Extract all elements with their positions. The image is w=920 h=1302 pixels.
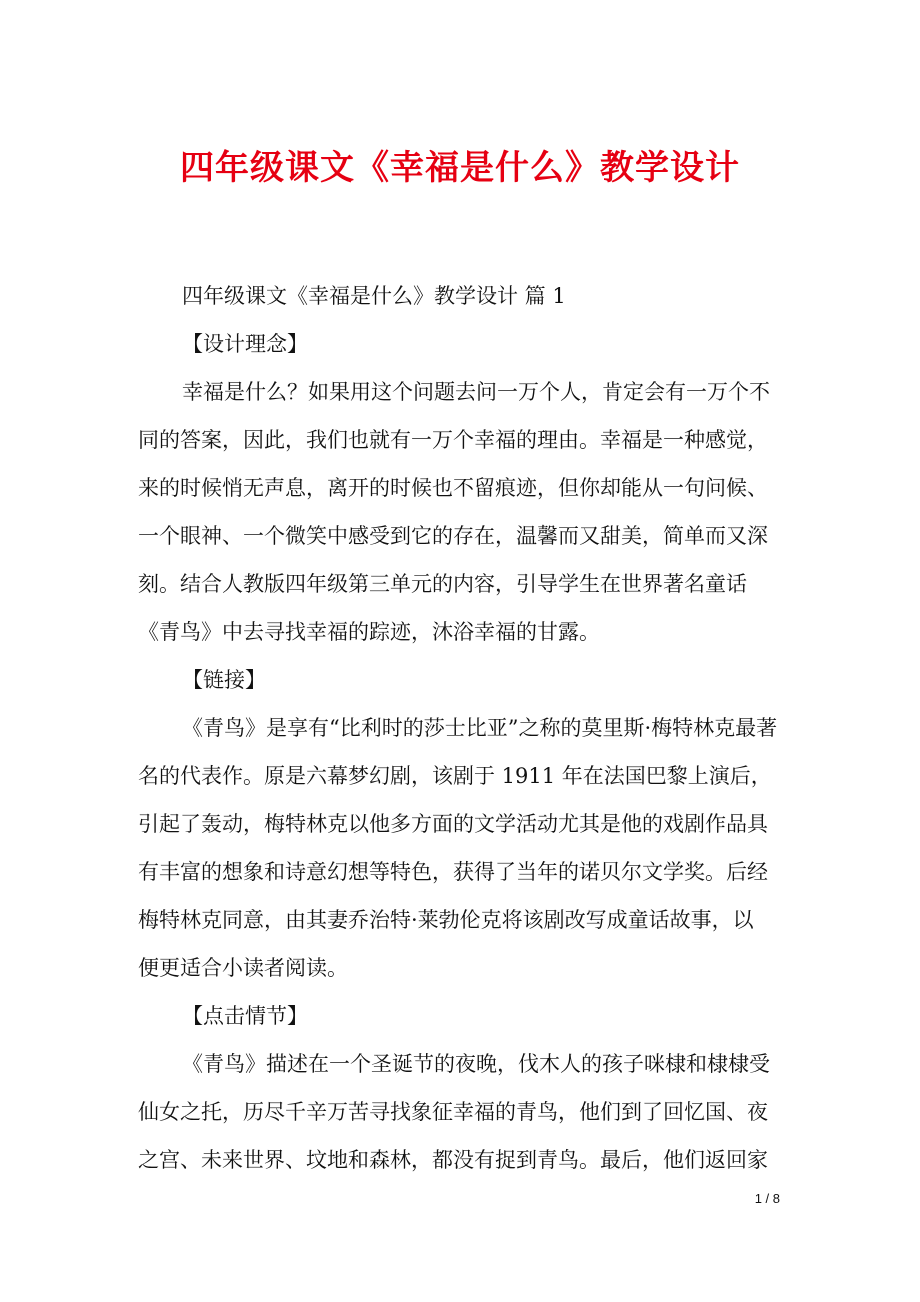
text-line: 刻。结合人教版四年级第三单元的内容，引导学生在世界著名童话 bbox=[138, 572, 747, 596]
text-line: 《青鸟》中去寻找幸福的踪迹，沐浴幸福的甘露。 bbox=[138, 620, 600, 644]
text-line: 梅特林克同意，由其妻乔治特·莱勃伦克将该剧改写成童话故事，以 bbox=[138, 908, 754, 932]
page-number: 1 / 8 bbox=[754, 1191, 780, 1206]
document-body bbox=[138, 272, 788, 1184]
text-line: 【设计理念】 bbox=[182, 332, 308, 356]
text-line: 【点击情节】 bbox=[182, 1004, 308, 1028]
text-line: 同的答案，因此，我们也就有一万个幸福的理由。幸福是一种感觉， bbox=[138, 428, 768, 452]
text-line: 《青鸟》描述在一个圣诞节的夜晚，伐木人的孩子咪棣和棣棣受 bbox=[182, 1052, 770, 1076]
text-line: 来的时候悄无声息，离开的时候也不留痕迹，但你却能从一句问候、 bbox=[138, 476, 768, 500]
text-line: 《青鸟》是享有“比利时的莎士比亚”之称的莫里斯·梅特林克最著 bbox=[182, 716, 778, 740]
text-line: 引起了轰动，梅特林克以他多方面的文学活动尤其是他的戏剧作品具 bbox=[138, 812, 768, 836]
text-line: 四年级课文《幸福是什么》教学设计 篇 1 bbox=[182, 284, 566, 308]
text-line: 【链接】 bbox=[182, 668, 266, 692]
text-line: 仙女之托，历尽千辛万苦寻找象征幸福的青鸟，他们到了回忆国、夜 bbox=[138, 1100, 768, 1124]
text-line: 名的代表作。原是六幕梦幻剧，该剧于 1911 年在法国巴黎上演后， bbox=[138, 764, 772, 788]
text-line: 之宫、未来世界、坟地和森林，都没有捉到青鸟。最后，他们返回家 bbox=[138, 1148, 768, 1172]
text-line: 便更适合小读者阅读。 bbox=[138, 956, 348, 980]
text-line: 幸福是什么？如果用这个问题去问一万个人，肯定会有一万个不 bbox=[182, 380, 770, 404]
text-line: 一个眼神、一个微笑中感受到它的存在，温馨而又甜美，简单而又深 bbox=[138, 524, 768, 548]
document-title: 四年级课文《幸福是什么》教学设计 bbox=[180, 148, 740, 188]
text-line: 有丰富的想象和诗意幻想等特色，获得了当年的诺贝尔文学奖。后经 bbox=[138, 860, 768, 884]
